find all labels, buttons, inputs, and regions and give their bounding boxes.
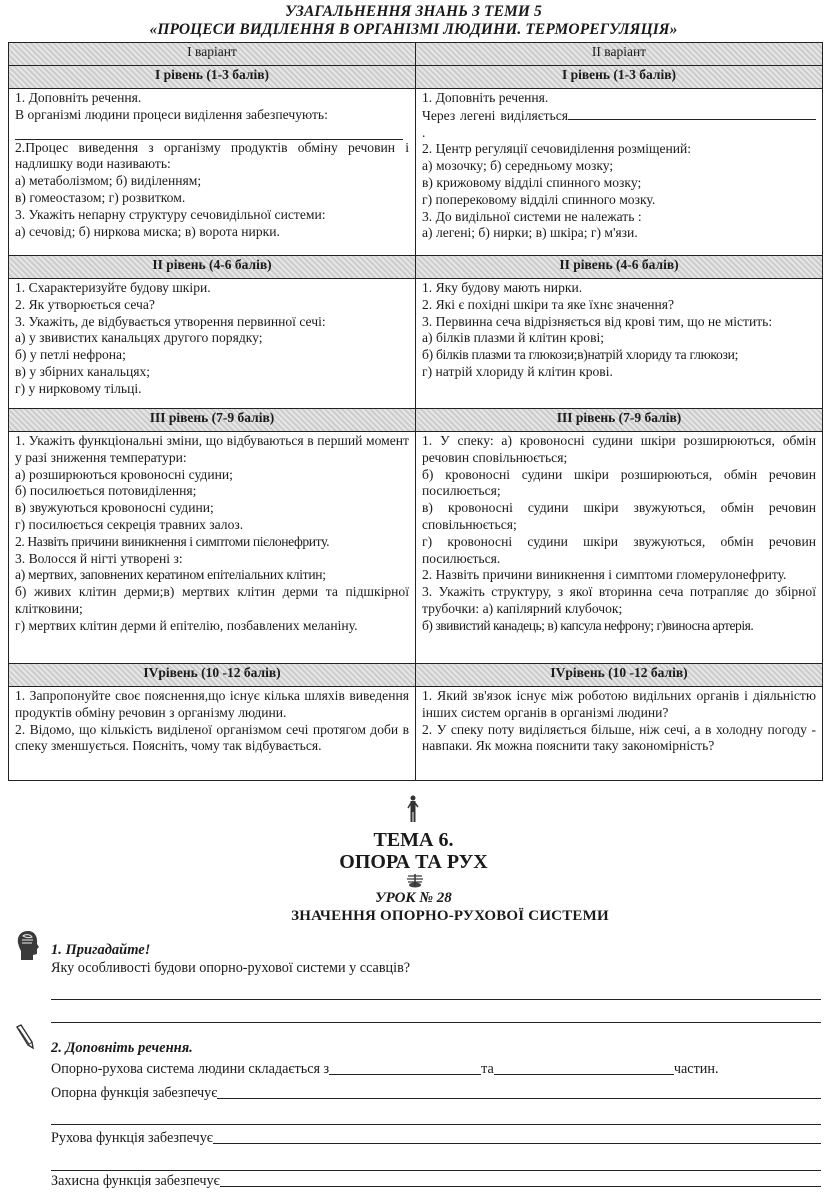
sentence-text: Захисна функція забезпечує (51, 1173, 220, 1189)
question-line: г) посилюється секреція травних залоз. (15, 516, 244, 532)
question-line: 3. Волосся й нігті утворені з: (15, 550, 183, 566)
question-line: а) метаболізмом; б) виділенням; (15, 173, 202, 189)
question-line: б) у петлі нефрона; (15, 347, 126, 363)
question-line: 1. Яку будову мають нирки. (422, 280, 583, 295)
fill-sentence-support (51, 1084, 821, 1102)
question-line: а) мертвих, заповнених кератином епітеліальних клітин; (15, 567, 326, 583)
level-header-row (9, 664, 823, 687)
question-line: а) легені; б) нирки; в) шкіра; г) м'язи. (422, 225, 638, 241)
question-line: г) мертвих клітин дерми й епітелію, позбавлених меланіну. (15, 617, 358, 633)
question-line: в) звужуються кровоносні судини; (15, 500, 214, 516)
sentence-text: Рухова функція забезпечує (51, 1130, 213, 1146)
question-line: 1. Запропонуйте своє пояснення,що існує кілька шляхів виведення продуктів обміну речовин з організму людини. (15, 688, 409, 720)
variant-1-questions (9, 279, 416, 409)
level-header-row (9, 409, 823, 432)
page-title-line-2: «ПРОЦЕСИ ВИДІЛЕННЯ В ОРГАНІЗМІ ЛЮДИНИ. ТЕРМОРЕГУЛЯЦІЯ» (149, 21, 678, 38)
variant-2-questions (416, 432, 823, 664)
question-line: г) кровоносні судини шкіри звужуються, обмін речовин посилюється. (422, 533, 816, 566)
question-line: 2. Відомо, що кількість виділеної організмом сечі протягом доби в спеку зменшується. Поясніть, чому так відбувається. (15, 721, 409, 754)
level-header-row (9, 66, 823, 89)
question-line: а) у звивистих канальцях другого порядку; (15, 330, 263, 346)
variant-header-row (9, 43, 823, 66)
variant-1-questions (9, 432, 416, 664)
question-line: 2. Центр регуляції сечовиділення розміщений: (422, 141, 692, 157)
question-line: 3. До видільної системи не належать : (422, 208, 642, 224)
question-text: Через легені виділяється (422, 107, 568, 123)
question-line: 2. Як утворюється сеча? (15, 296, 155, 312)
question-line: в) кровоносні судини шкіри звужуються, обмін речовин сповільнюється; (422, 500, 816, 532)
question-line: 1. У спеку: а) кровоносні судини шкіри розширюються, обмін речовин сповільнюється; (422, 433, 816, 465)
question-line: 3. Укажіть непарну структуру сечовидільної системи: (15, 206, 326, 222)
variant-1-questions (9, 89, 416, 256)
question-line: б) звивистий канадець; в) капсула нефрону; г)виносна артерія. (422, 617, 754, 633)
pencil-icon (14, 1024, 36, 1050)
task-2-heading: 2. Доповніть речення. (51, 1040, 193, 1056)
question-line: г) натрій хлориду й клітин крові. (422, 363, 613, 379)
question-line: 3. Укажіть структуру, з якої вторинна сеча потрапляє до збірної трубочки: а) капілярний клубочок; (422, 584, 816, 616)
fill-sentence-movement (51, 1129, 821, 1147)
question-line: в) крижовому відділі спинного мозку; (422, 174, 642, 190)
level-label: II рівень (4-6 балів) (9, 256, 416, 279)
question-line: а) мозочку; б) середньому мозку; (422, 158, 614, 174)
head-icon (15, 930, 41, 962)
variant-2-questions (416, 687, 823, 781)
answer-blank[interactable] (15, 124, 403, 140)
answer-line[interactable] (51, 999, 821, 1000)
question-line: б) білків плазми та глюкози;в)натрій хлориду та глюкози; (422, 347, 739, 363)
skeleton-icon (405, 874, 425, 888)
sentence-text: частин. (673, 1061, 719, 1077)
question-line: в) у збірних канальцях; (15, 363, 151, 379)
level-content-row (9, 432, 823, 664)
answer-line[interactable] (51, 1170, 821, 1171)
level-label: IVрівень (10 -12 балів) (416, 664, 823, 687)
level-label: I рівень (1-3 балів) (9, 66, 416, 89)
question-line: 2. Назвіть причини виникнення і симптоми гломерулонефриту. (422, 567, 787, 583)
question-line: В організмі людини процеси виділення забезпечують: (15, 106, 328, 122)
standing-figure-icon (406, 795, 420, 823)
topic-number: ТЕМА 6. (373, 829, 454, 851)
question-line: б) живих клітин дерми;в) мертвих клітин дерми та підшкірної клітковини; (15, 584, 409, 616)
variant-2-questions (416, 89, 823, 256)
level-label: I рівень (1-3 балів) (416, 66, 823, 89)
variant-2-header: II варіант (416, 43, 823, 66)
answer-blank[interactable] (217, 1084, 821, 1099)
fill-sentence-parts (51, 1060, 821, 1078)
lesson-number: УРОК № 28 (375, 890, 452, 906)
sentence-text: та (481, 1061, 494, 1077)
variant-1-questions (9, 687, 416, 781)
question-line: а) сечовід; б) ниркова миска; в) ворота нирки. (15, 223, 280, 239)
question-line: а) білків плазми й клітин крові; (422, 330, 605, 346)
question-line: 1. Схарактеризуйте будову шкіри. (15, 280, 211, 295)
task-1-heading: 1. Пригадайте! (51, 942, 151, 958)
lesson-title: ЗНАЧЕННЯ ОПОРНО-РУХОВОЇ СИСТЕМИ (291, 908, 609, 924)
answer-line[interactable] (51, 1022, 821, 1023)
level-label: II рівень (4-6 балів) (416, 256, 823, 279)
page-title-line-1: УЗАГАЛЬНЕННЯ ЗНАНЬ З ТЕМИ 5 (285, 3, 542, 20)
fill-sentence-protection (51, 1172, 821, 1190)
sentence-text: Опорно-рухова система людини складається з (51, 1061, 330, 1077)
level-content-row (9, 687, 823, 781)
question-line: г) поперековому відділі спинного мозку. (422, 191, 656, 207)
answer-blank[interactable] (213, 1129, 821, 1144)
question-line: в) гомеостазом; г) розвитком. (15, 189, 186, 205)
question-line: 1. Який зв'язок існує між роботою видільних органів і діяльністю інших систем органів в організмі людини? (422, 688, 816, 720)
answer-blank[interactable] (568, 107, 816, 120)
answer-blank[interactable] (494, 1060, 674, 1075)
question-line: 3. Укажіть, де відбувається утворення первинної сечі: (15, 313, 326, 329)
question-line: 2. Назвіть причини виникнення і симптоми пієлонефриту. (15, 533, 330, 549)
answer-line[interactable] (51, 1124, 821, 1125)
topic-title: ОПОРА ТА РУХ (339, 851, 488, 873)
level-header-row (9, 256, 823, 279)
level-label: III рівень (7-9 балів) (416, 409, 823, 432)
question-line: Через легені виділяється. (422, 107, 816, 142)
question-line: б) кровоносні судини шкіри розширюються, обмін речовин посилюється; (422, 466, 816, 499)
answer-blank[interactable] (220, 1172, 821, 1187)
question-line: 3. Первинна сеча відрізняється від крові тим, що не містить: (422, 313, 773, 329)
task-1-question: Яку особливості будови опорно-рухової системи у ссавців? (51, 960, 411, 976)
quiz-table (8, 42, 823, 781)
question-line: 2. У спеку поту виділяється більше, ніж сечі, а в холодну погоду - навпаки. Як можна пояснити таку закономірність? (422, 721, 816, 754)
question-line: г) у нирковому тільці. (15, 380, 142, 396)
sentence-text: Опорна функція забезпечує (51, 1085, 218, 1101)
variant-1-header: I варіант (9, 43, 416, 66)
question-line: 1. Доповніть речення. (15, 90, 142, 105)
question-line: а) розширюються кровоносні судини; (15, 466, 233, 482)
question-line: б) посилюється потовиділення; (15, 483, 197, 499)
level-content-row (9, 279, 823, 409)
answer-blank[interactable] (329, 1060, 481, 1075)
variant-2-questions (416, 279, 823, 409)
question-line: 2.Процес виведення з організму продуктів обміну речовин і надлишку води називають: (15, 139, 409, 172)
question-line: 2. Які є похідні шкіри та яке їхнє значення? (422, 296, 675, 312)
question-line: 1. Укажіть функціональні зміни, що відбуваються в перший момент у разі зниження температури: (15, 433, 409, 465)
level-label: IVрівень (10 -12 балів) (9, 664, 416, 687)
question-line: 1. Доповніть речення. (422, 90, 549, 105)
level-label: III рівень (7-9 балів) (9, 409, 416, 432)
level-content-row (9, 89, 823, 256)
